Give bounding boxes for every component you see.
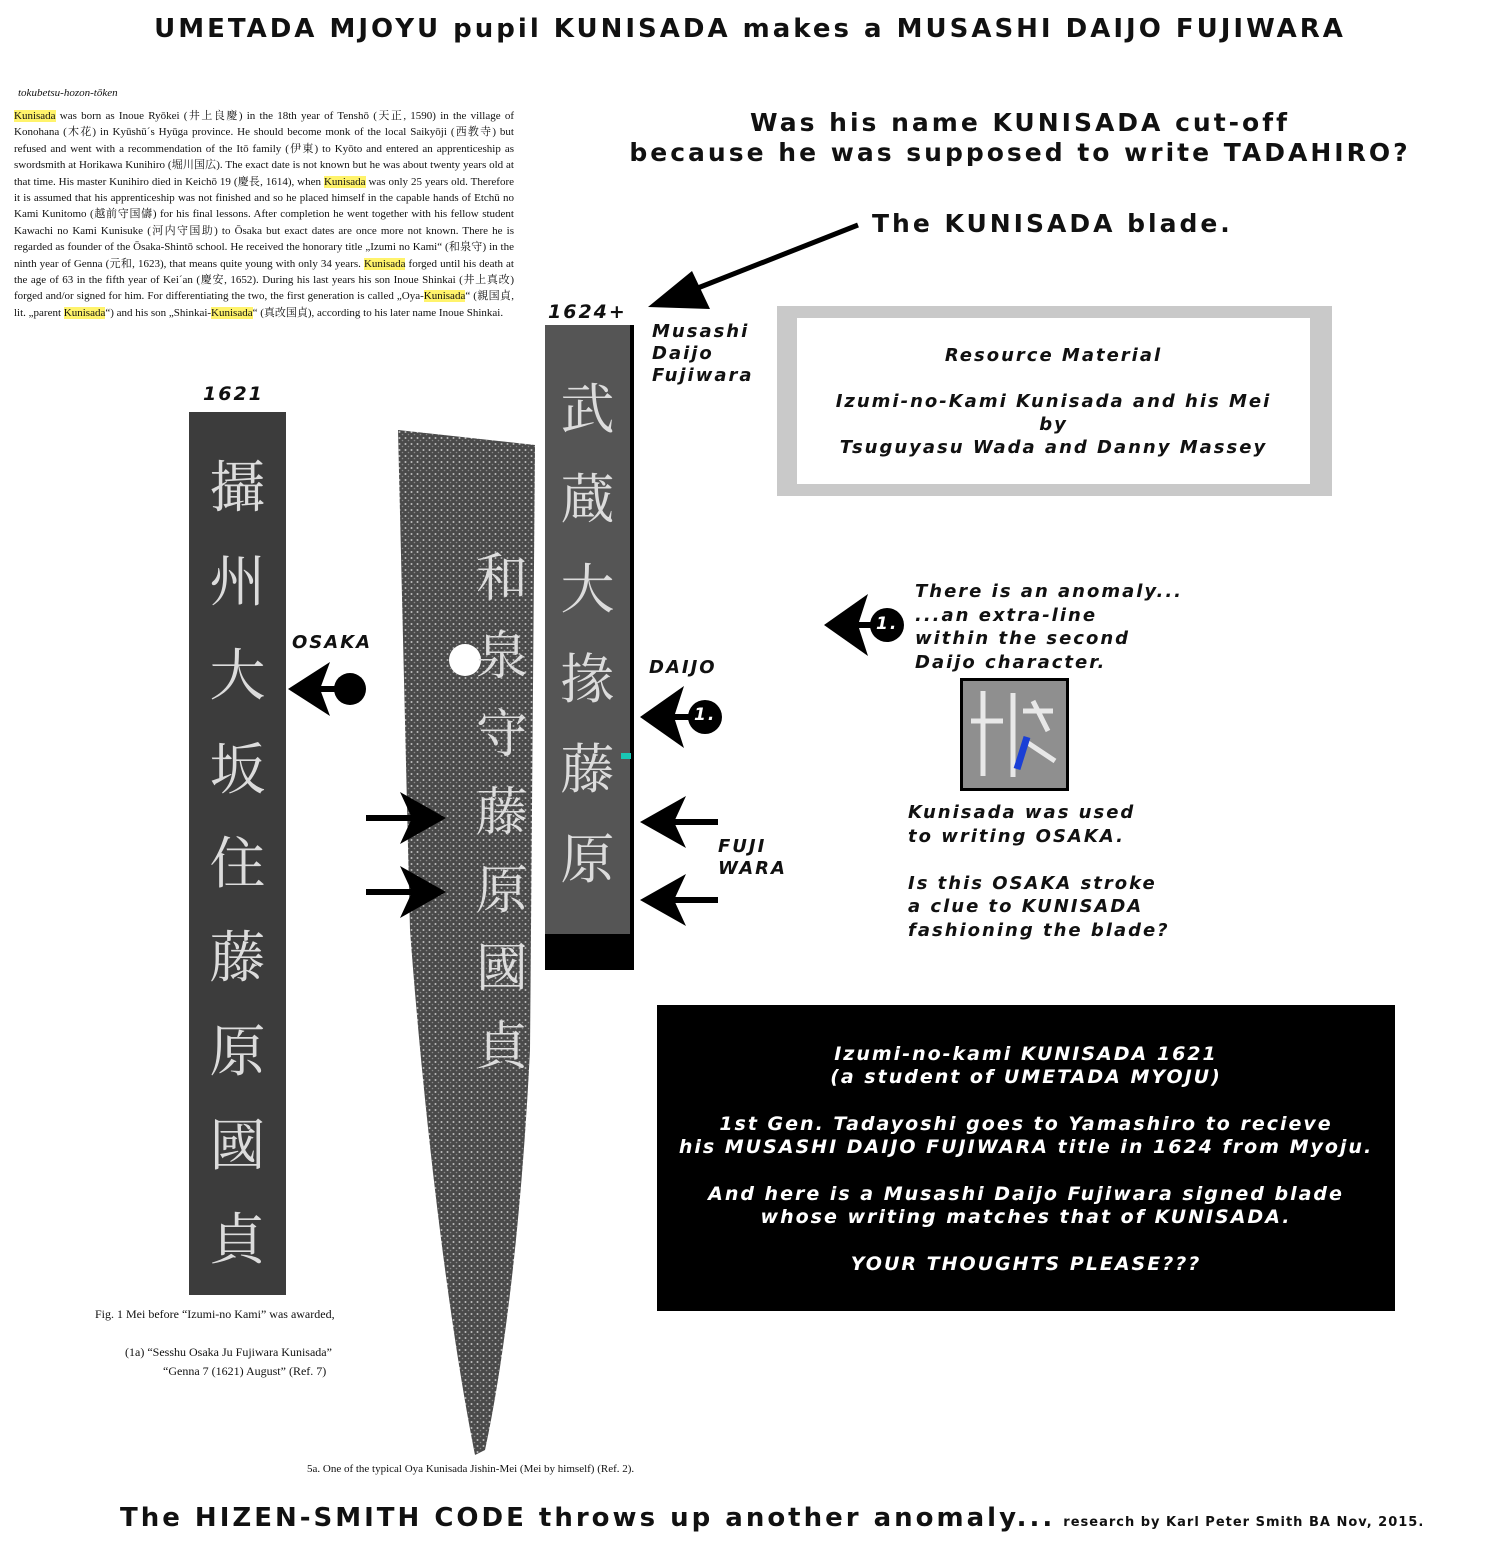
clue-text: Kunisada was used to writing OSAKA. Is this OSAKA stroke a clue to KUNISADA fashioning the blade? <box>908 802 1170 941</box>
biography-text <box>14 108 514 321</box>
highlight-kunisada: Kunisada <box>423 290 466 303</box>
mei-character: 原 <box>209 1020 266 1085</box>
year-1624-label: 1624+ <box>548 301 627 323</box>
resource-by: by <box>1039 414 1068 435</box>
bio-segment: was only 25 years old. Therefore it is assumed that his apprenticeship was not finished and so he placed himself in the capable hands of Etchū no Kami Kunitomo (越前守国儔) for his final lessons. After completion he went together with his fellow student Kawachi no Kami Kunisuke (河内守国助) to Ōsaka but exact dates are once more not known. There he is regarded as founder of the Ōsaka-Shintō school. He received the honorary title „Izumi no Kami“ (和泉守) in the ninth year of Genna (元和, 1623), that means quite young with only 34 years. <box>14 175 514 270</box>
nakago-1624-image <box>545 325 634 970</box>
year-1621-label: 1621 <box>203 383 264 405</box>
marker-1-daijo: 1. <box>694 705 717 725</box>
question-heading: Was his name KUNISADA cut-off because he was supposed to write TADAHIRO? <box>629 108 1411 167</box>
credit-text: research by Karl Peter Smith BA Nov, 2015. <box>1063 1515 1425 1530</box>
daijo-label: DAIJO <box>649 657 717 678</box>
doc-tag: tokubetsu-hozon-tōken <box>18 87 118 99</box>
fig1a-caption-line2: “Genna 7 (1621) August” (Ref. 7) <box>163 1364 327 1378</box>
summary-box: Izumi-no-kami KUNISADA 1621 (a student of UMETADA MYOJU) 1st Gen. Tadayoshi goes to Yamashiro to recieve his MUSASHI DAIJO FUJIWARA title in 1624 from Myoju. And here is a Musashi Daijo Fujiwara signed blade whose writing matches that of KUNISADA. YOUR THOUGHTS PLEASE??? <box>657 1005 1395 1311</box>
bio-segment: was born as Inoue Ryōkei (井上良慶) in the 18th year of Tenshō (天正, 1590) in the village of Konohana (木花) in Kyūshū´s Hyūga province. He should become monk of the local Saikyōji (西教寺) but refused and went with a recommendation of the Itō family (伊東) to Kyōto and entered an apprenticeship as swordsmith at Horikawa Kunihiro (堀川国広). The exact date is not known but he was about twenty years old at that time. His master Kunihiro died in Keichō 19 (慶長, 1614), when <box>14 110 514 188</box>
mei-character: 貞 <box>475 1017 528 1077</box>
mei-character: 藤 <box>209 926 266 991</box>
fig1-caption: Fig. 1 Mei before “Izumi-no Kami” was awarded, <box>95 1307 335 1321</box>
resource-book: Izumi-no-Kami Kunisada and his Mei <box>835 391 1272 412</box>
page-title: UMETADA MJOYU pupil KUNISADA makes a MUSASHI DAIJO FUJIWARA <box>154 14 1346 44</box>
left-arrow-icon <box>638 874 720 926</box>
mei-character: 國 <box>475 939 528 999</box>
mei-character: 和 <box>475 549 528 609</box>
mei-character: 掾 <box>560 648 615 711</box>
mei-1624-kanji <box>545 325 630 905</box>
mei-1621-kanji <box>189 412 286 1288</box>
fig1a-caption-line1: (1a) “Sesshu Osaka Ju Fujiwara Kunisada” <box>125 1345 332 1359</box>
bio-segment: “ (親国貞, lit. „parent <box>14 290 514 319</box>
mei-character: 貞 <box>209 1208 266 1273</box>
fig5a-caption: 5a. One of the typical Oya Kunisada Jishin-Mei (Mei by himself) (Ref. 2). <box>307 1463 635 1475</box>
mei-character: 武 <box>560 378 615 441</box>
resource-authors: Tsuguyasu Wada and Danny Massey <box>839 437 1268 458</box>
mei-character: 藤 <box>560 738 615 801</box>
cut-off-bar <box>545 934 630 970</box>
anomaly-text: There is an anomaly... ...an extra-line within the second Daijo character. <box>915 581 1184 673</box>
osaka-arrow-icon <box>288 662 368 718</box>
right-arrow-icon <box>366 792 448 844</box>
highlight-kunisada: Kunisada <box>211 306 253 319</box>
mei-character: 州 <box>209 550 266 615</box>
highlight-kunisada: Kunisada <box>63 306 106 319</box>
osaka-label: OSAKA <box>292 632 373 653</box>
mei-character: 坂 <box>209 738 266 803</box>
bio-segment: forged until his death at the age of 63 in the fifth year of Kei´an (慶安, 1652). During his last years his son Inoue Shinkai (井上真改) forged and/or signed for him. For differentiating the two, the first generation is called „Oya- <box>14 257 514 303</box>
bio-segment: “) and his son „Shinkai- <box>105 306 212 319</box>
footer-headline: The HIZEN-SMITH CODE throws up another anomaly... <box>120 1503 1056 1533</box>
mei-character: 大 <box>560 558 615 621</box>
mei-character: 攝 <box>209 456 266 521</box>
mei-center-kanji <box>470 540 534 1086</box>
daijo-zoom-inset <box>960 678 1069 791</box>
highlight-kunisada: Kunisada <box>323 175 366 188</box>
fujiwara-label: FUJI WARA <box>718 836 787 879</box>
zoom-detail-image <box>963 681 1066 788</box>
nakago-1621-image <box>189 412 286 1295</box>
mei-character: 泉 <box>475 627 528 687</box>
kunisada-blade-label: The KUNISADA blade. <box>872 209 1233 238</box>
musashi-daijo-fujiwara-label: Musashi Daijo Fujiwara <box>652 321 754 386</box>
mei-character: 國 <box>209 1114 266 1179</box>
pointer-arrow-icon <box>640 215 870 315</box>
footer <box>120 1503 1424 1533</box>
mei-character: 原 <box>560 828 615 891</box>
mei-character: 原 <box>475 861 528 921</box>
resource-box <box>777 306 1332 496</box>
marker-1-anomaly: 1. <box>876 614 899 634</box>
highlight-kunisada: Kunisada <box>363 257 406 270</box>
highlight-kunisada: Kunisada <box>14 110 56 122</box>
resource-heading: Resource Material <box>944 345 1163 366</box>
accent-mark <box>621 753 631 759</box>
mei-character: 住 <box>209 832 266 897</box>
right-arrow-icon <box>366 866 448 918</box>
mei-character: 蔵 <box>560 468 615 531</box>
bio-segment: “ (真改国貞), according to his later name Inoue Shinkai. <box>252 306 504 319</box>
mei-character: 守 <box>475 705 528 765</box>
left-arrow-icon <box>638 796 720 848</box>
mei-character: 藤 <box>475 783 528 843</box>
mei-character: 大 <box>209 644 266 709</box>
resource-inner <box>797 318 1310 484</box>
